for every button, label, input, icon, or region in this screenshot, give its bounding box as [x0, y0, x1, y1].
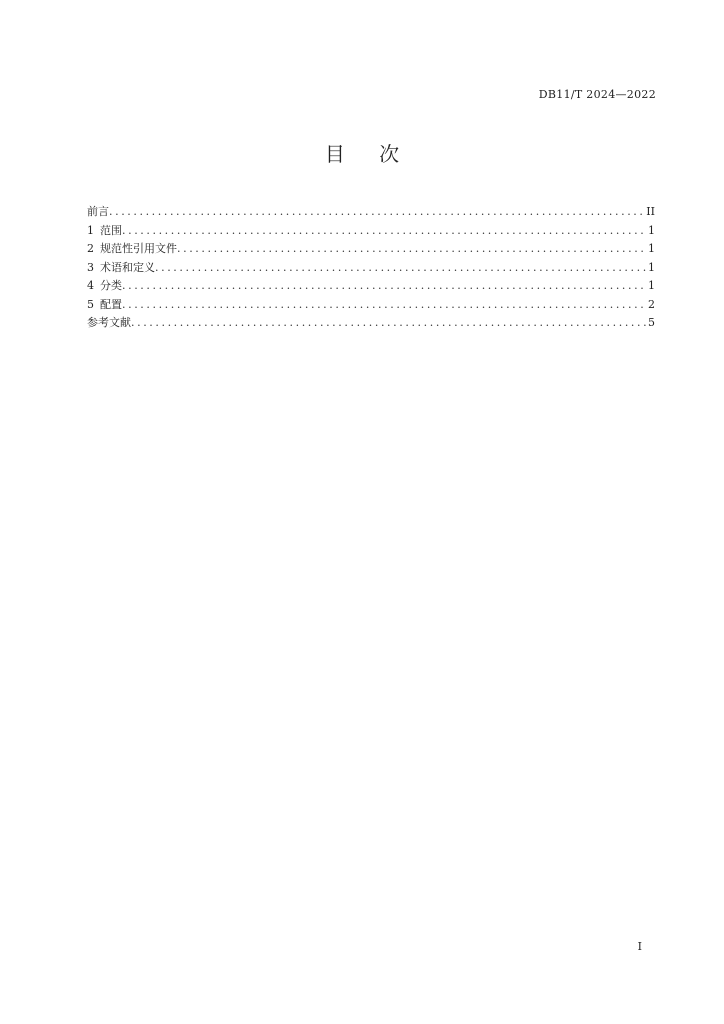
toc-entry-label: [87, 240, 177, 259]
toc-list: [87, 203, 655, 333]
toc-dot-leader: [122, 222, 646, 241]
toc-entry-page: 1: [648, 260, 655, 274]
toc-title: 目 次: [324, 142, 414, 166]
toc-entry-terms-definitions[interactable]: [87, 259, 655, 278]
toc-entry-text: 术语和定义: [100, 260, 155, 274]
toc-entry-label: [87, 296, 122, 315]
toc-entry-page: 1: [648, 279, 655, 292]
toc-entry-number: 5: [87, 297, 94, 311]
toc-entry-text: 规范性引用文件: [100, 242, 177, 255]
toc-dot-leader: [131, 314, 646, 333]
toc-dot-leader: [109, 203, 644, 222]
toc-dot-leader: [122, 277, 646, 296]
toc-entry-text: 配置: [100, 297, 122, 311]
toc-entry-classification[interactable]: [87, 277, 655, 296]
page-number: I: [637, 940, 642, 953]
document-code: DB11/T 2024—2022: [538, 88, 656, 101]
toc-entry-page: 5: [648, 316, 655, 329]
toc-entry-label: [87, 259, 155, 278]
toc-entry-text: 分类: [100, 279, 122, 292]
toc-entry-page: 1: [648, 242, 655, 255]
toc-entry-label: 前言: [87, 205, 109, 218]
toc-entry-normative-references[interactable]: [87, 240, 655, 259]
toc-dot-leader: [155, 259, 646, 278]
toc-entry-label: [87, 277, 122, 296]
toc-entry-number: 2: [87, 242, 94, 255]
toc-entry-number: 1: [87, 223, 94, 237]
toc-entry-label: 参考文献: [87, 316, 131, 329]
toc-entry-label: [87, 222, 122, 241]
toc-dot-leader: [177, 240, 646, 259]
toc-entry-number: 3: [87, 260, 94, 274]
toc-entry-scope[interactable]: [87, 222, 655, 241]
toc-entry-configuration[interactable]: [87, 296, 655, 315]
toc-entry-text: 范围: [100, 223, 122, 237]
toc-entry-page: 2: [648, 297, 655, 311]
toc-entry-page: II: [646, 205, 655, 218]
toc-dot-leader: [122, 296, 646, 315]
toc-entry-page: 1: [648, 223, 655, 237]
toc-entry-foreword[interactable]: [87, 203, 655, 222]
toc-entry-bibliography[interactable]: [87, 314, 655, 333]
toc-entry-number: 4: [87, 279, 94, 292]
